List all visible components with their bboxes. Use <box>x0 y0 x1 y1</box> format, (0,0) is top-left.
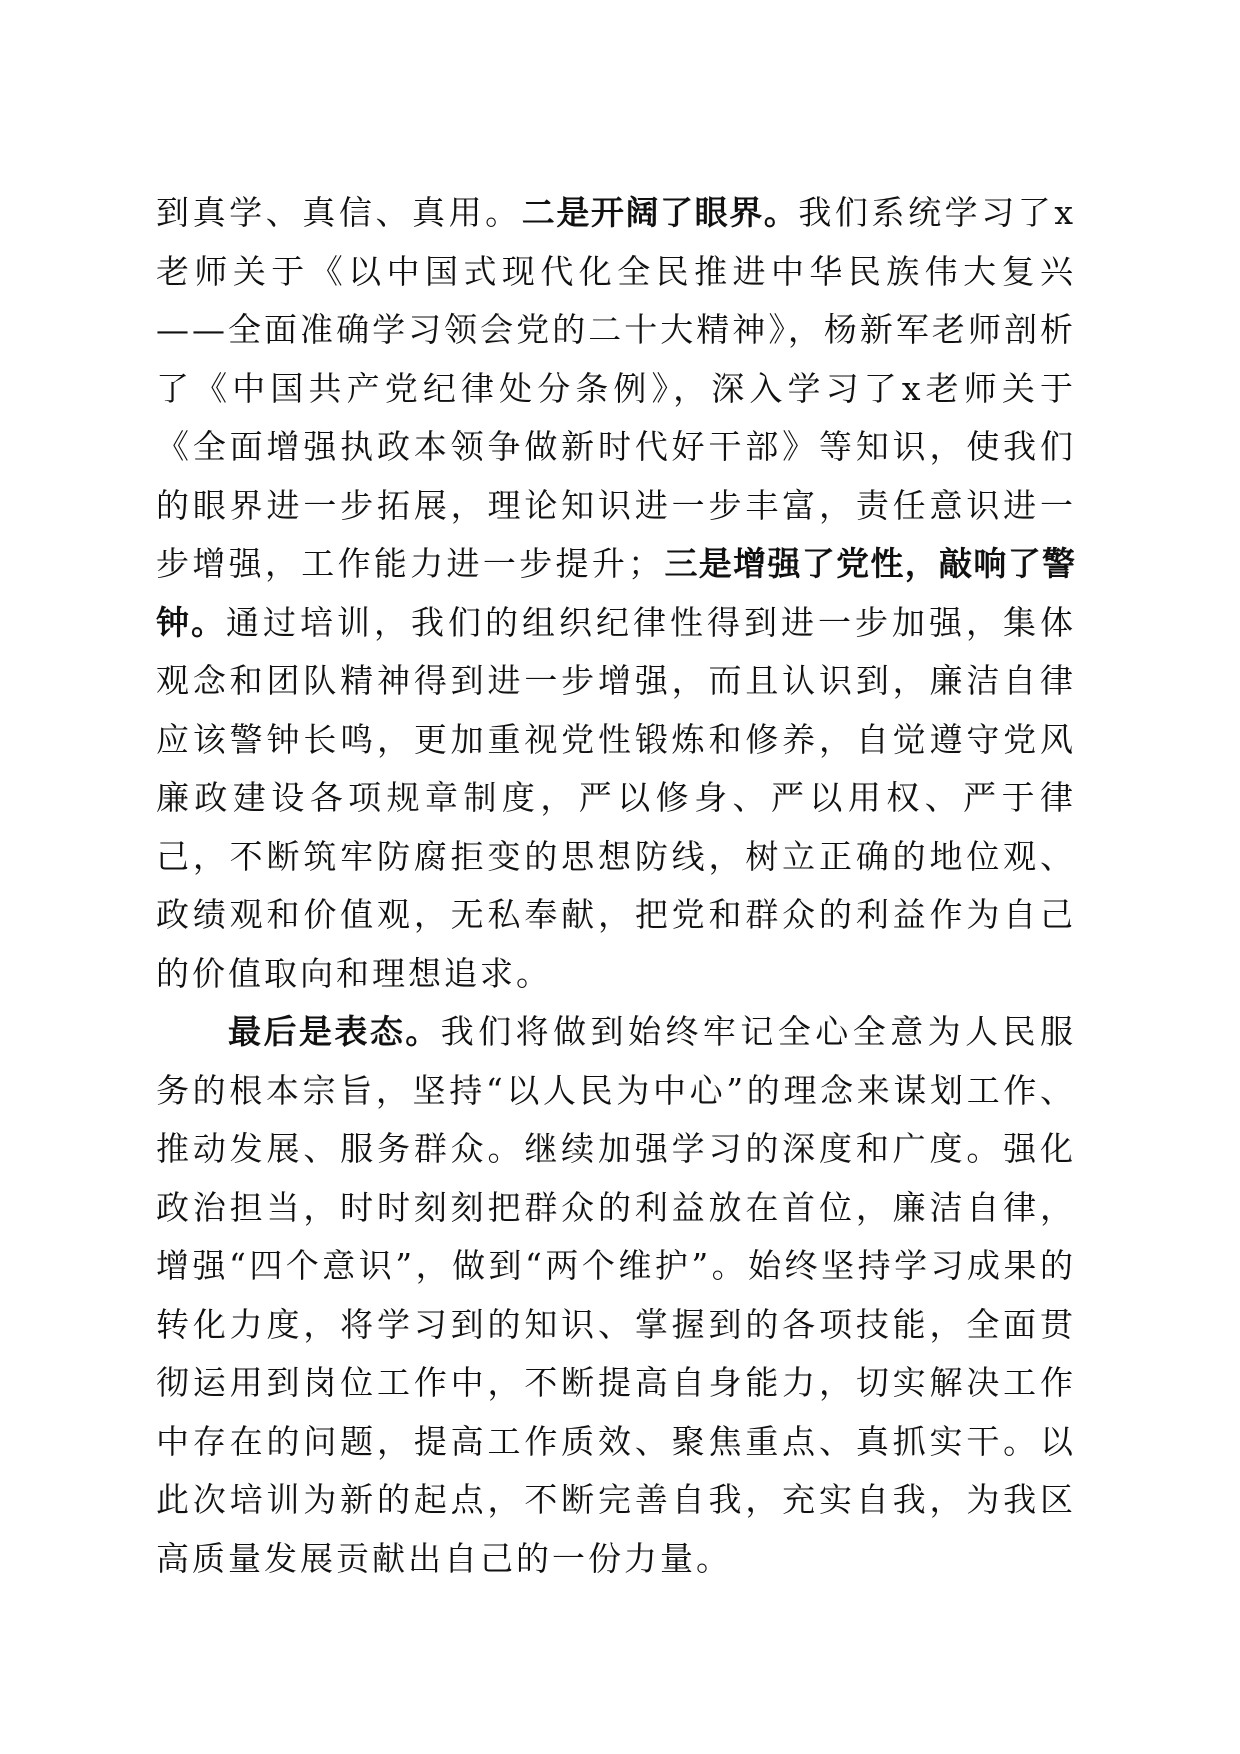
paragraph-statement <box>156 1003 1076 1588</box>
paragraph-continuation <box>156 184 1076 1003</box>
paragraph-1-text-1: 到真学、真信、真用。 <box>156 193 522 232</box>
heading-strengthen-party-spirit: 三是增强了党性，敲响了警钟。 <box>156 544 1077 642</box>
paragraph-1-text-2: 我们系统学习了x老师关于《以中国式现代化全民推进中华民族伟大复兴——全面准确学习领会党的二十大精神》，杨新军老师剖析了《中国共产党纪律处分条例》，深入学习了x老师关于《全面增强执政本领争做新时代好干部》等知识，使我们的眼界进一步拓展，理论知识进一步丰富，责任意识进一步增强，工作能力进一步提升； <box>156 193 1076 583</box>
paragraph-1-text-3: 通过培训，我们的组织纪律性得到进一步加强，集体观念和团队精神得到进一步增强，而且认识到，廉洁自律应该警钟长鸣，更加重视党性锻炼和修养，自觉遵守党风廉政建设各项规章制度，严以修身、严以用权、严于律己，不断筑牢防腐拒变的思想防线，树立正确的地位观、政绩观和价值观，无私奉献，把党和群众的利益作为自己的价值取向和理想追求。 <box>156 602 1076 993</box>
document-body <box>156 184 1076 1588</box>
heading-final-statement: 最后是表态。 <box>228 1012 441 1051</box>
paragraph-2-text: 我们将做到始终牢记全心全意为人民服务的根本宗旨，坚持“以人民为中心”的理念来谋划工作、推动发展、服务群众。继续加强学习的深度和广度。强化政治担当，时时刻刻把群众的利益放在首位，廉洁自律，增强“四个意识”，做到“两个维护”。始终坚持学习成果的转化力度，将学习到的知识、掌握到的各项技能，全面贯彻运用到岗位工作中，不断提高自身能力，切实解决工作中存在的问题，提高工作质效、聚焦重点、真抓实干。以此次培训为新的起点，不断完善自我，充实自我，为我区高质量发展贡献出自己的一份力量。 <box>156 1012 1077 1578</box>
heading-broaden-horizons: 二是开阔了眼界。 <box>521 193 799 232</box>
